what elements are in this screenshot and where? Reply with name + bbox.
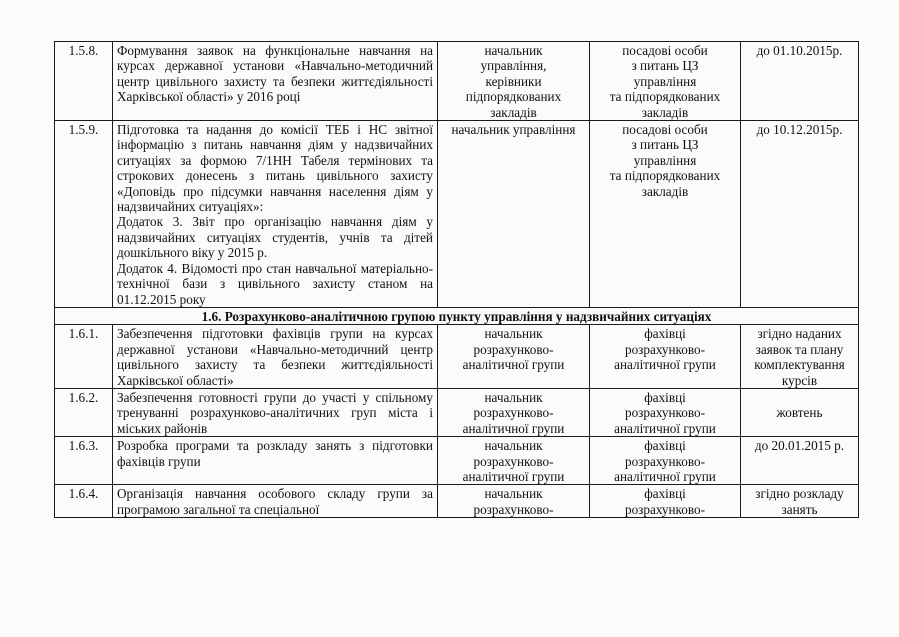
- executors-line: аналітичної групи: [614, 468, 716, 484]
- section-row: [55, 307, 859, 324]
- responsible-cell: [438, 437, 590, 485]
- responsible-line: розрахунково-: [473, 405, 554, 421]
- row-number: 1.5.8.: [55, 42, 113, 121]
- row-number: 1.5.9.: [55, 121, 113, 308]
- task-text: Забезпечення готовності групи до участі у спільному тренуванні розрахунково-аналітичних груп міста і міських районів: [117, 389, 433, 436]
- executors-line: розрахунково-: [624, 453, 706, 469]
- executors-line: розрахунково-: [624, 501, 706, 517]
- table-row: [55, 42, 859, 121]
- responsible-line: керівники: [485, 73, 542, 89]
- responsible-cell: [438, 485, 590, 518]
- task-cell: [113, 121, 438, 308]
- responsible-line: начальник: [484, 326, 543, 342]
- executors-line: з питань ЦЗ: [631, 137, 699, 153]
- responsible-line: закладів: [490, 104, 537, 120]
- responsible-line: розрахунково-: [473, 453, 554, 469]
- responsible-line: аналітичної групи: [462, 420, 565, 436]
- term-cell: [741, 121, 859, 308]
- task-text: Додаток 4. Відомості про стан навчальної матеріально-технічної бази з цивільного захисту станом на 01.12.2015 року: [117, 260, 433, 307]
- table-row: [55, 325, 859, 389]
- executors-line: закладів: [641, 183, 689, 199]
- task-cell: [113, 388, 438, 436]
- executors-line: управління: [633, 73, 697, 89]
- term-cell: [741, 437, 859, 485]
- task-cell: [113, 437, 438, 485]
- executors-line: фахівці: [644, 326, 686, 342]
- responsible-line: начальник управління: [451, 122, 576, 138]
- responsible-line: начальник: [484, 389, 543, 405]
- responsible-line: начальник: [484, 438, 543, 454]
- responsible-cell: [438, 388, 590, 436]
- task-cell: [113, 325, 438, 389]
- task-text: Додаток 3. Звіт про організацію навчання діям у надзвичайних ситуаціях студентів, учнів та дітей дошкільного віку у 2015 р.: [117, 214, 433, 261]
- executors-line: розрахунково-: [624, 341, 706, 357]
- term-cell: [741, 325, 859, 389]
- responsible-line: начальник: [484, 486, 543, 502]
- responsible-line: аналітичної групи: [462, 357, 565, 373]
- responsible-line: аналітичної групи: [462, 468, 565, 484]
- task-text: Організація навчання особового складу групи за програмою загальної та спеціальної: [117, 486, 433, 517]
- executors-line: фахівці: [644, 438, 686, 454]
- term-cell: [741, 42, 859, 121]
- term-line: жовтень: [776, 405, 823, 421]
- term-line: до 01.10.2015р.: [756, 43, 843, 58]
- table-row: [55, 388, 859, 436]
- executors-cell: [590, 388, 741, 436]
- executors-cell: [590, 437, 741, 485]
- responsible-line: управління,: [480, 58, 547, 74]
- term-line: комплектування: [754, 357, 845, 373]
- responsible-line: розрахунково-: [473, 341, 554, 357]
- executors-line: аналітичної групи: [614, 420, 716, 436]
- row-number: 1.6.2.: [55, 388, 113, 436]
- term-line: заявок та плану: [755, 341, 844, 357]
- plan-table: [54, 41, 859, 518]
- term-line: до 20.01.2015 р.: [754, 438, 845, 454]
- executors-line: закладів: [641, 104, 689, 120]
- table-row: [55, 121, 859, 308]
- term-line: згідно наданих: [757, 326, 842, 342]
- task-text: Підготовка та надання до комісії ТЕБ і НС звітної інформацію з питань навчання діям у надзвичайних ситуаціях за формою 7/1НН Табеля термінових та строкових донесень з питань цивільного захисту «Доповідь про підсумки навчання населення діям у надзвичайних ситуаціях»:: [117, 122, 433, 215]
- responsible-line: підпорядкованих: [465, 89, 562, 105]
- executors-line: посадові особи: [622, 122, 708, 138]
- task-text: Забезпечення підготовки фахівців групи на курсах державної установи «Навчально-методичний центр цивільного захисту та безпеки життєдіяльності Харківської області»: [117, 326, 433, 388]
- responsible-cell: [438, 325, 590, 389]
- term-line: згідно розкладу: [755, 486, 844, 502]
- executors-line: фахівці: [644, 486, 686, 502]
- task-text: Формування заявок на функціональне навчання на курсах державної установи «Навчально-методичний центр цивільного захисту та безпеки життєдіяльності Харківської області» у 2016 році: [117, 43, 433, 105]
- executors-line: фахівці: [644, 389, 686, 405]
- executors-line: аналітичної групи: [614, 357, 716, 373]
- table-row: [55, 485, 859, 518]
- responsible-line: начальник: [484, 43, 543, 58]
- responsible-line: розрахунково-: [473, 501, 554, 517]
- executors-line: управління: [633, 152, 697, 168]
- executors-cell: [590, 42, 741, 121]
- responsible-cell: [438, 121, 590, 308]
- term-cell: [741, 485, 859, 518]
- term-line: до 10.12.2015р.: [756, 122, 843, 138]
- executors-line: та підпорядкованих: [609, 168, 721, 184]
- section-title: 1.6. Розрахунково-аналітичною групою пункту управління у надзвичайних ситуаціях: [55, 307, 859, 324]
- task-cell: [113, 485, 438, 518]
- executors-cell: [590, 121, 741, 308]
- table-row: [55, 437, 859, 485]
- executors-cell: [590, 325, 741, 389]
- term-line: занять: [781, 501, 818, 517]
- row-number: 1.6.1.: [55, 325, 113, 389]
- executors-cell: [590, 485, 741, 518]
- task-text: Розробка програми та розкладу занять з підготовки фахівців групи: [117, 438, 433, 469]
- executors-line: посадові особи: [622, 43, 708, 58]
- executors-line: та підпорядкованих: [609, 89, 721, 105]
- task-cell: [113, 42, 438, 121]
- term-line: курсів: [781, 372, 818, 388]
- term-cell: [741, 388, 859, 436]
- row-number: 1.6.3.: [55, 437, 113, 485]
- executors-line: розрахунково-: [624, 405, 706, 421]
- row-number: 1.6.4.: [55, 485, 113, 518]
- executors-line: з питань ЦЗ: [631, 58, 699, 74]
- responsible-cell: [438, 42, 590, 121]
